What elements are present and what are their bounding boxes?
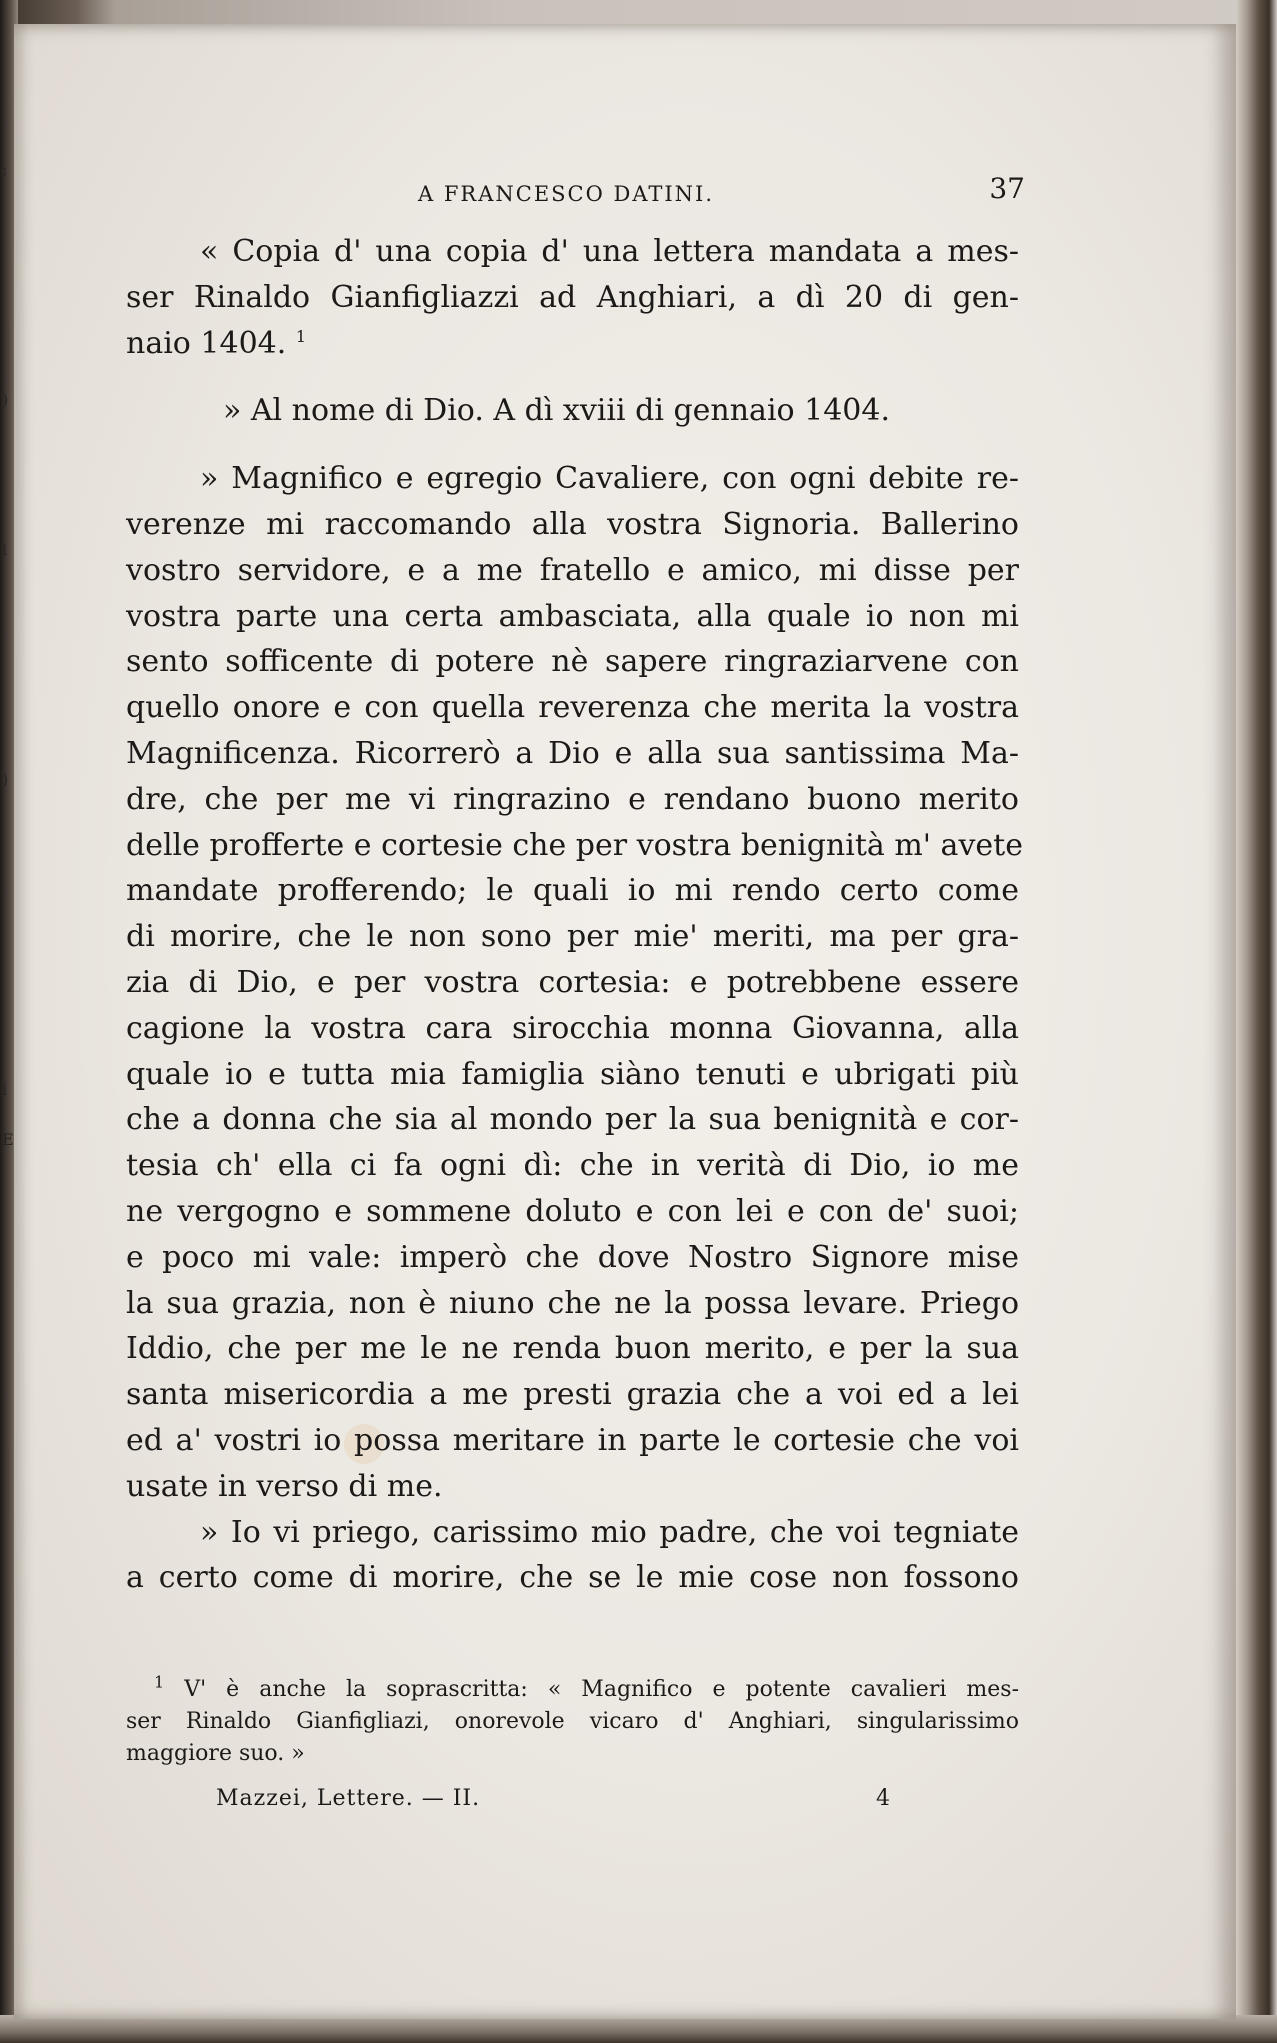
text-line: delle profferte e cortesie che per vostra benignità m' avete bbox=[126, 827, 1023, 863]
text-line: mandate profferendo; le quali io mi rendo certo come bbox=[126, 873, 1019, 909]
book-page bbox=[14, 24, 1236, 2019]
text-line: vostra parte una certa ambasciata, alla quale io non mi bbox=[126, 598, 1019, 634]
text-line bbox=[126, 321, 1019, 367]
text-line: ser Rinaldo Gianfigliazzi ad Anghiari, a dì 20 di gen- bbox=[126, 279, 1019, 315]
text-line: verenze mi raccomando alla vostra Signoria. Ballerino bbox=[126, 506, 1019, 542]
page-number: 37 bbox=[989, 172, 1025, 205]
text-line: vostro servidore, e a me fratello e amico, mi disse per bbox=[126, 552, 1019, 588]
text-line: quale io e tutta mia famiglia siàno tenuti e ubrigati più bbox=[126, 1056, 1019, 1092]
text-line: Magnificenza. Ricorrerò a Dio e alla sua santissima Ma- bbox=[126, 735, 1019, 771]
text-line: » Io vi priego, carissimo mio padre, che voi tegniate bbox=[200, 1514, 1019, 1550]
text-line: zia di Dio, e per vostra cortesia: e potrebbene essere bbox=[126, 964, 1019, 1000]
text-line: che a donna che sia al mondo per la sua benignità e cor- bbox=[126, 1102, 1019, 1138]
paragraph-gap bbox=[126, 434, 1019, 456]
text-line: e poco mi vale: imperò che dove Nostro Signore mise bbox=[126, 1239, 1019, 1275]
signature-number: 4 bbox=[876, 1786, 890, 1811]
footnote-reference: 1 bbox=[295, 326, 307, 346]
printer-signature bbox=[216, 1786, 976, 1826]
text-line: « Copia d' una copia d' una lettera mandata a mes- bbox=[200, 234, 1019, 269]
previous-page-edge: ; ) i ) i E bbox=[0, 0, 18, 2043]
footnote-line: maggiore suo. » bbox=[126, 1741, 305, 1766]
paragraph-gap bbox=[126, 366, 1019, 388]
running-title: A FRANCESCO DATINI. bbox=[418, 182, 715, 206]
footnote-line bbox=[126, 1674, 1019, 1706]
letter-body bbox=[126, 229, 1023, 1601]
text-line: tesia ch' ella ci fa ogni dì: che in verità di Dio, io me bbox=[126, 1148, 1019, 1184]
signature-mark: Mazzei, Lettere. — II. bbox=[216, 1786, 481, 1811]
text-line: sento sofficente di potere nè sapere ringraziarvene con bbox=[126, 644, 1019, 680]
salutation-line: » Al nome di Dio. A dì xviii di gennaio 1404. bbox=[223, 393, 891, 429]
footnote-text: V' è anche la soprascritta: « Magnifico e potente cavalieri mes- bbox=[184, 1677, 1020, 1702]
text-line: santa misericordia a me presti grazia che a voi ed a lei bbox=[126, 1377, 1019, 1413]
book-bottom-edge bbox=[0, 2015, 1277, 2043]
footnote-marker: 1 bbox=[154, 1672, 165, 1692]
footnote bbox=[126, 1674, 1019, 1770]
text-line: cagione la vostra cara sirocchia monna Giovanna, alla bbox=[126, 1010, 1019, 1046]
book-spine-edge bbox=[1237, 0, 1277, 2043]
running-head bbox=[126, 172, 1025, 212]
text-line: » Magnifico e egregio Cavaliere, con ogni debite re- bbox=[200, 461, 1019, 497]
text-line-content: naio 1404. bbox=[126, 325, 287, 361]
text-line: ed a' vostri io possa meritare in parte le cortesie che voi bbox=[126, 1422, 1019, 1458]
text-line: di morire, che le non sono per mie' meriti, ma per gra- bbox=[126, 919, 1019, 955]
text-line: ne vergogno e sommene doluto e con lei e con de' suoi; bbox=[126, 1193, 1019, 1229]
text-line: la sua grazia, non è niuno che ne la possa levare. Priego bbox=[126, 1285, 1019, 1321]
text-line: usate in verso di me. bbox=[126, 1468, 443, 1504]
text-line: dre, che per me vi ringrazino e rendano buono merito bbox=[126, 781, 1019, 817]
text-line: a certo come di morire, che se le mie cose non fossono bbox=[126, 1560, 1019, 1596]
text-line: quello onore e con quella reverenza che merita la vostra bbox=[126, 690, 1019, 726]
footnote-line: ser Rinaldo Gianfigliazi, onorevole vicaro d' Anghiari, singularissimo bbox=[126, 1709, 1019, 1734]
text-line: Iddio, che per me le ne renda buon merito, e per la sua bbox=[126, 1331, 1019, 1367]
